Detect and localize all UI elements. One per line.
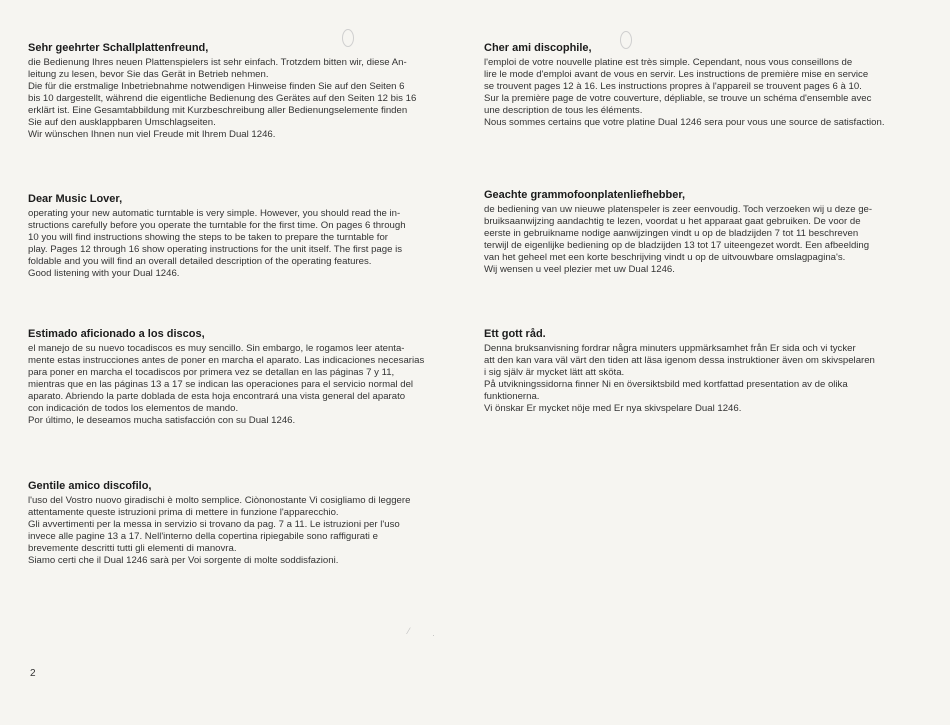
body-line: structions carefully before you operate the turntable for the first time. On pages 6 through [28, 220, 406, 231]
body-line: leitung zu lesen, bevor Sie das Gerät in Betrieb nehmen. [28, 69, 269, 80]
body-line: aparato. Abriendo la parte doblada de esta hoja encontrará una vista general del aparato [28, 391, 406, 402]
print-speck: ⁄ [408, 626, 410, 636]
body-line: På utvikningssidorna finner Ni en översiktsbild med kortfattad presentation av de olika [484, 379, 848, 390]
body-line: funktionerna. [484, 391, 540, 402]
body-line: bruiksaanwijzing aandachtig te lezen, voordat u het apparaat gaat gebruiken. De voor de [484, 216, 861, 227]
body-line: mente estas instrucciones antes de poner en marcha el aparato. Las indicaciones necesarias [28, 355, 425, 366]
body-line: bis 10 dargestellt, während die eigentliche Bedienung des Gerätes auf den Seiten 12 bis 16 [28, 93, 417, 104]
section-french [484, 41, 920, 129]
section-heading: Cher ami discophile, [484, 42, 592, 54]
section-body [28, 57, 464, 141]
section-body [28, 343, 464, 427]
body-line: attentamente queste istruzioni prima di mettere in funzione l'apparecchio. [28, 507, 339, 518]
section-heading: Dear Music Lover, [28, 193, 123, 205]
body-line: l'uso del Vostro nuovo giradischi è molto semplice. Ciònonostante Vi cosigliamo di leggere [28, 495, 411, 506]
section-english [28, 192, 464, 280]
body-line: con indicación de todos los elementos de mando. [28, 403, 239, 414]
section-german [28, 41, 464, 141]
body-line: erklärt ist. Eine Gesamtabbildung mit Kurzbeschreibung aller Bedienungselemente finden [28, 105, 408, 116]
body-line: l'emploi de votre nouvelle platine est très simple. Cependant, nous vous conseillons de [484, 57, 853, 68]
print-speck: · [432, 630, 435, 640]
body-line: operating your new automatic turntable is very simple. However, you should read the in- [28, 208, 401, 219]
body-line: Nous sommes certains que votre platine Dual 1246 sera pour vous une source de satisfaction. [484, 117, 885, 128]
body-line: van het geheel met een korte beschrijving vindt u op de uitvouwbare omslagpagina's. [484, 252, 846, 263]
section-body [484, 57, 920, 129]
section-heading: Gentile amico discofilo, [28, 480, 152, 492]
section-heading: Estimado aficionado a los discos, [28, 328, 205, 340]
body-line: de bediening van uw nieuwe platenspeler is zeer eenvoudig. Toch verzoeken wij u deze ge- [484, 204, 873, 215]
body-line: Denna bruksanvisning fordrar några minuters uppmärksamhet från Er sida och vi tycker [484, 343, 856, 354]
section-body [28, 208, 464, 280]
body-line: eerste in gebruikname nodige aanwijzingen vindt u op de bladzijden 7 tot 11 beschreven [484, 228, 859, 239]
section-body [28, 495, 464, 567]
section-heading: Ett gott råd. [484, 328, 546, 340]
body-line: el manejo de su nuevo tocadiscos es muy sencillo. Sin embargo, le rogamos leer atenta- [28, 343, 405, 354]
body-line: Sur la première page de votre couverture, dépliable, se trouve un schéma d'ensemble avec [484, 93, 872, 104]
body-line: i sig själv är mycket lätt att sköta. [484, 367, 625, 378]
body-line: terwijl de eigenlijke bediening op de bladzijden 13 tot 17 uiteengezet wordt. Een afbeelding [484, 240, 870, 251]
section-dutch [484, 188, 920, 276]
body-line: 10 you will find instructions showing the steps to be taken to prepare the turntable for [28, 232, 388, 243]
body-line: Wij wensen u veel plezier met uw Dual 1246. [484, 264, 675, 275]
body-line: Die für die erstmalige Inbetriebnahme notwendigen Hinweise finden Sie auf den Seiten 6 [28, 81, 405, 92]
section-body [484, 343, 920, 415]
body-line: invece alle pagine 13 a 17. Nell'interno della copertina ripiegabile sono raffigurati e [28, 531, 378, 542]
body-line: foldable and you will find an overall detailed description of the operating features. [28, 256, 372, 267]
body-line: mientras que en las páginas 13 a 17 se indican las operaciones para el servicio normal del [28, 379, 414, 390]
body-line: Siamo certi che il Dual 1246 sarà per Voi sorgente di molte soddisfazioni. [28, 555, 339, 566]
body-line: Wir wünschen Ihnen nun viel Freude mit Ihrem Dual 1246. [28, 129, 276, 140]
body-line: une description de tous les éléments. [484, 105, 643, 116]
body-line: brevemente descritti tutti gli elementi di manovra. [28, 543, 237, 554]
body-line: play. Pages 12 through 16 show operating instructions for the unit itself. The first page is [28, 244, 403, 255]
body-line: se trouvent pages 12 à 16. Les instructions propres à l'appareil se trouvent pages 6 à 10. [484, 81, 862, 92]
section-swedish [484, 327, 920, 415]
body-line: Por último, le deseamos mucha satisfacción con su Dual 1246. [28, 415, 296, 426]
body-line: lire le mode d'emploi avant de vous en servir. Les instructions de première mise en service [484, 69, 869, 80]
page-number: 2 [30, 668, 36, 679]
body-line: Good listening with your Dual 1246. [28, 268, 180, 279]
section-heading: Geachte grammofoonplatenliefhebber, [484, 189, 686, 201]
body-line: para poner en marcha el tocadiscos por primera vez se detallan en las páginas 7 y 11, [28, 367, 395, 378]
body-line: die Bedienung Ihres neuen Plattenspielers ist sehr einfach. Trotzdem bitten wir, diese An- [28, 57, 407, 68]
section-heading: Sehr geehrter Schallplattenfreund, [28, 42, 209, 54]
section-spanish [28, 327, 464, 427]
body-line: att den kan vara väl värt den tiden att läsa igenom dessa instruktioner även om skivspelaren [484, 355, 875, 366]
section-italian [28, 479, 464, 567]
section-body [484, 204, 920, 276]
body-line: Sie auf den ausklappbaren Umschlagseiten. [28, 117, 216, 128]
body-line: Vi önskar Er mycket nöje med Er nya skivspelare Dual 1246. [484, 403, 742, 414]
body-line: Gli avvertimenti per la messa in servizio si trovano da pag. 7 a 11. Le istruzioni per l'uso [28, 519, 400, 530]
